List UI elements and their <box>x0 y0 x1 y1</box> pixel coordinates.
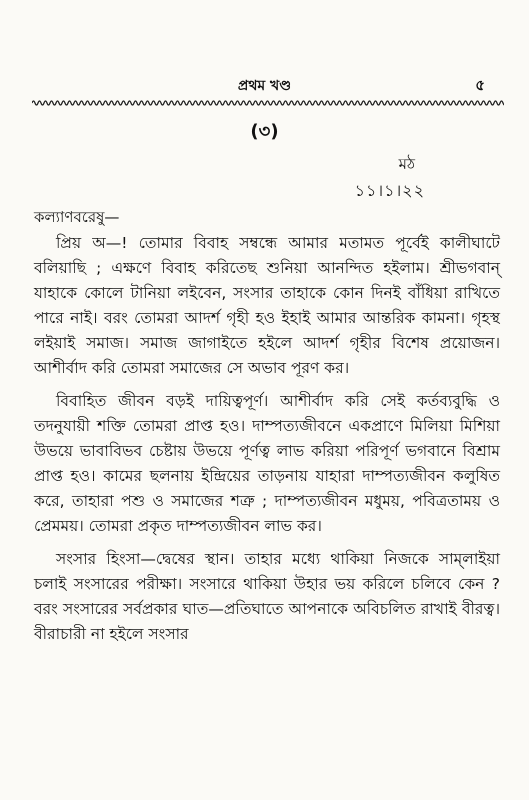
letter-body <box>34 231 500 655</box>
paragraph-3: সংসার হিংসা—দ্বেষের স্থান। তাহার মধ্যে থাকিয়া নিজকে সাম্‌লাইয়া চলাই সংসারের পরীক্ষা। সংসারে থাকিয়া উহার ভয় করিলে চলিবে কেন ? বরং সংসারের সর্বপ্রকার ঘাত—প্রতিঘাতে আপনাকে অবিচলিত রাখাই বীরত্ব। বীরাচারী না হইলে সংসার <box>34 550 500 643</box>
paragraph-1: প্রিয় অ—! তোমার বিবাহ সম্বন্ধে আমার মতামত পূর্বেই কালীঘাটে বলিয়াছি ; এক্ষণে বিবাহ করিতেছ শুনিয়া আনন্দিত হইলাম। শ্রীভগবান্ যাহাকে কোলে টানিয়া লইবেন, সংসার তাহাকে কোন দিনই বাঁধিয়া রাখিতে পারে নাই। বরং তোমরা আদর্শ গৃহী হও ইহাই আমার আন্তরিক কামনা। গৃহস্থ লইয়াই সমাজ। সমাজ জাগাইতে হইলে আদর্শ গৃহীর বিশেষ প্রয়োজন। আশীর্বাদ করি তোমরা সমাজের সে অভাব পূরণ কর। <box>34 234 500 377</box>
letter-place: মঠ <box>398 155 415 173</box>
wavy-divider <box>32 98 504 108</box>
paragraph-2: বিবাহিত জীবন বড়ই দায়িত্বপূর্ণ। আশীর্বাদ করি সেই কর্তব্যবুদ্ধি ও তদনুযায়ী শক্তি তোমরা প্রাপ্ত হও। দাম্পত্যজীবনে একপ্রাণে মিলিয়া মিশিয়া উভয়ে ভাবাবিভব চেষ্টায় উভয়ে পূর্ণত্ব লাভ করিয়া পরিপূর্ণ ভগবানে বিশ্রাম প্রাপ্ত হও। কামের ছলনায় ইন্দ্রিয়ের তাড়নায় যাহারা দাম্পত্যজীবন কলুষিত করে, তাহারা পশু ও সমাজের শত্রু ; দাম্পত্যজীবন মধুময়, পবিত্রতাময় ও প্রেমময়। তোমরা প্রকৃত দাম্পত্যজীবন লাভ কর। <box>34 392 500 535</box>
letter-date: ১১।১।২২ <box>354 181 425 200</box>
page-number: ৫ <box>475 76 485 94</box>
letter-number: (৩) <box>250 121 279 142</box>
letter-salutation: কল্যাণবরেষু— <box>34 208 120 226</box>
running-header-title: প্রথম খণ্ড <box>237 78 292 94</box>
